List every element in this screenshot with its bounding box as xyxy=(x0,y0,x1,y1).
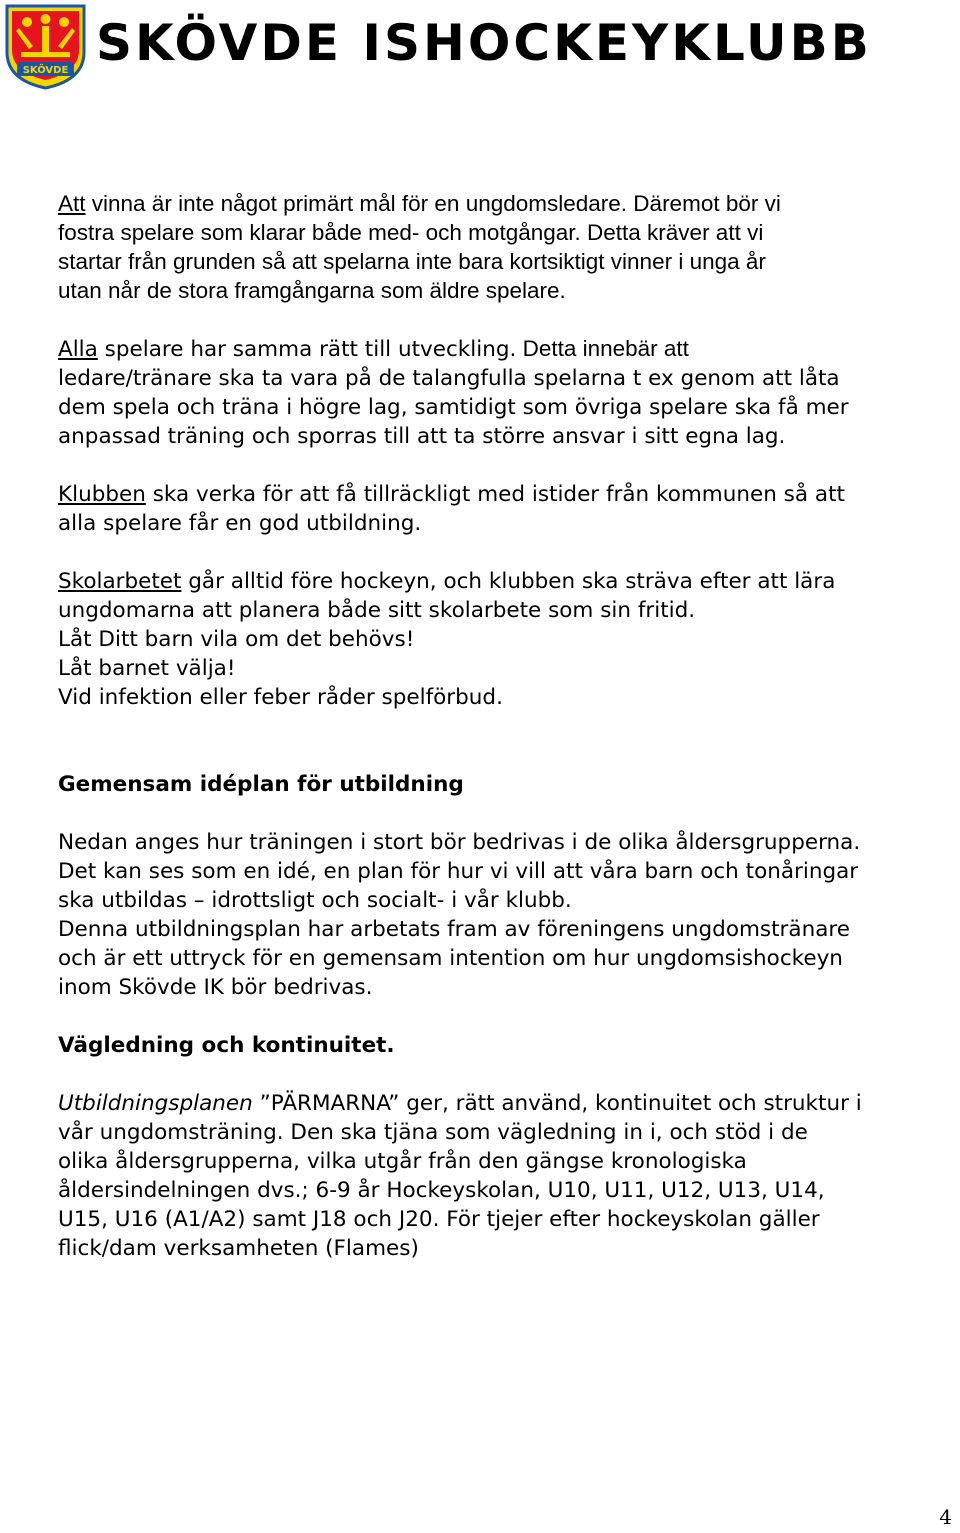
text-line: Denna utbildningsplan har arbetats fram av föreningens ungdomstränare xyxy=(58,917,850,942)
text-line: Låt barnet välja! xyxy=(58,656,236,681)
text-line: ledare/tränare ska ta vara på de talangfulla spelarna t ex genom att låta xyxy=(58,366,840,391)
paragraph-1 xyxy=(58,189,958,305)
section-heading: Vägledning och kontinuitet. xyxy=(58,1033,395,1058)
text-line: vår ungdomsträning. Den ska tjäna som vägledning in i, och stöd i de xyxy=(58,1120,808,1145)
text-line: och är ett uttryck för en gemensam intention om hur ungdomsishockeyn xyxy=(58,946,843,971)
logo-text: SKÖVDE xyxy=(22,65,69,76)
text-line: inom Skövde IK bör bedrivas. xyxy=(58,975,373,1000)
underlined-word: Alla xyxy=(58,337,98,362)
text-line: olika åldersgrupperna, vilka utgår från den gängse kronologiska xyxy=(58,1149,747,1174)
text-line: flick/dam verksamheten (Flames) xyxy=(58,1236,419,1261)
text-line: ska utbildas – idrottsligt och socialt- i vår klubb. xyxy=(58,888,572,913)
text-line: ungdomarna att planera både sitt skolarbete som sin fritid. xyxy=(58,598,696,623)
page-number: 4 xyxy=(939,1505,952,1529)
italic-word: Utbildningsplanen xyxy=(58,1091,253,1116)
paragraph-3 xyxy=(58,480,958,538)
text-line: alla spelare får en god utbildning. xyxy=(58,511,422,536)
text-line: Låt Ditt barn vila om det behövs! xyxy=(58,627,415,652)
text-line: åldersindelningen dvs.; 6-9 år Hockeyskolan, U10, U11, U12, U13, U14, xyxy=(58,1178,825,1203)
paragraph-4 xyxy=(58,567,958,712)
text-line: dem spela och träna i högre lag, samtidigt som övriga spelare ska få mer xyxy=(58,395,849,420)
section-heading: Gemensam idéplan för utbildning xyxy=(58,772,464,797)
page-header xyxy=(0,0,960,95)
club-title: SKÖVDE ISHOCKEYKLUBB xyxy=(96,14,872,72)
text-line: ”PÄRMARNA” ger, rätt använd, kontinuitet och struktur i xyxy=(252,1091,862,1116)
text-line: anpassad träning och sporras till att ta större ansvar i sitt egna lag. xyxy=(58,424,786,449)
text-line: Nedan anges hur träningen i stort bör bedrivas i de olika åldersgrupperna. xyxy=(58,830,861,855)
text-line: Vid infektion eller feber råder spelförbud. xyxy=(58,685,503,710)
underlined-word: Skolarbetet xyxy=(58,569,182,594)
underlined-word: Klubben xyxy=(58,482,146,507)
text-line: U15, U16 (A1/A2) samt J18 och J20. För tjejer efter hockeyskolan gäller xyxy=(58,1207,820,1232)
text-line: fostra spelare som klarar både med- och motgångar. Detta kräver att vi xyxy=(58,220,764,245)
club-logo xyxy=(3,2,88,90)
text-line: går alltid före hockeyn, och klubben ska sträva efter att lära xyxy=(181,569,836,594)
text-line: Detta innebär att xyxy=(516,336,689,361)
text-line: startar från grunden så att spelarna inte bara kortsiktigt vinner i unga år xyxy=(58,249,766,274)
text-line: ska verka för att få tillräckligt med istider från kommunen så att xyxy=(145,482,845,507)
text-line: Det kan ses som en idé, en plan för hur vi vill att våra barn och tonåringar xyxy=(58,859,859,884)
paragraph-2 xyxy=(58,334,958,451)
text-line: utan når de stora framgångarna som äldre spelare. xyxy=(58,278,566,303)
text-line: spelare har samma rätt till utveckling. xyxy=(97,337,517,362)
paragraph-5 xyxy=(58,828,958,1002)
text-line: vinna är inte något primärt mål för en ungdomsledare. Däremot bör vi xyxy=(85,191,781,216)
document-body xyxy=(58,189,958,1263)
paragraph-6 xyxy=(58,1089,958,1263)
underlined-word: Att xyxy=(58,191,86,216)
